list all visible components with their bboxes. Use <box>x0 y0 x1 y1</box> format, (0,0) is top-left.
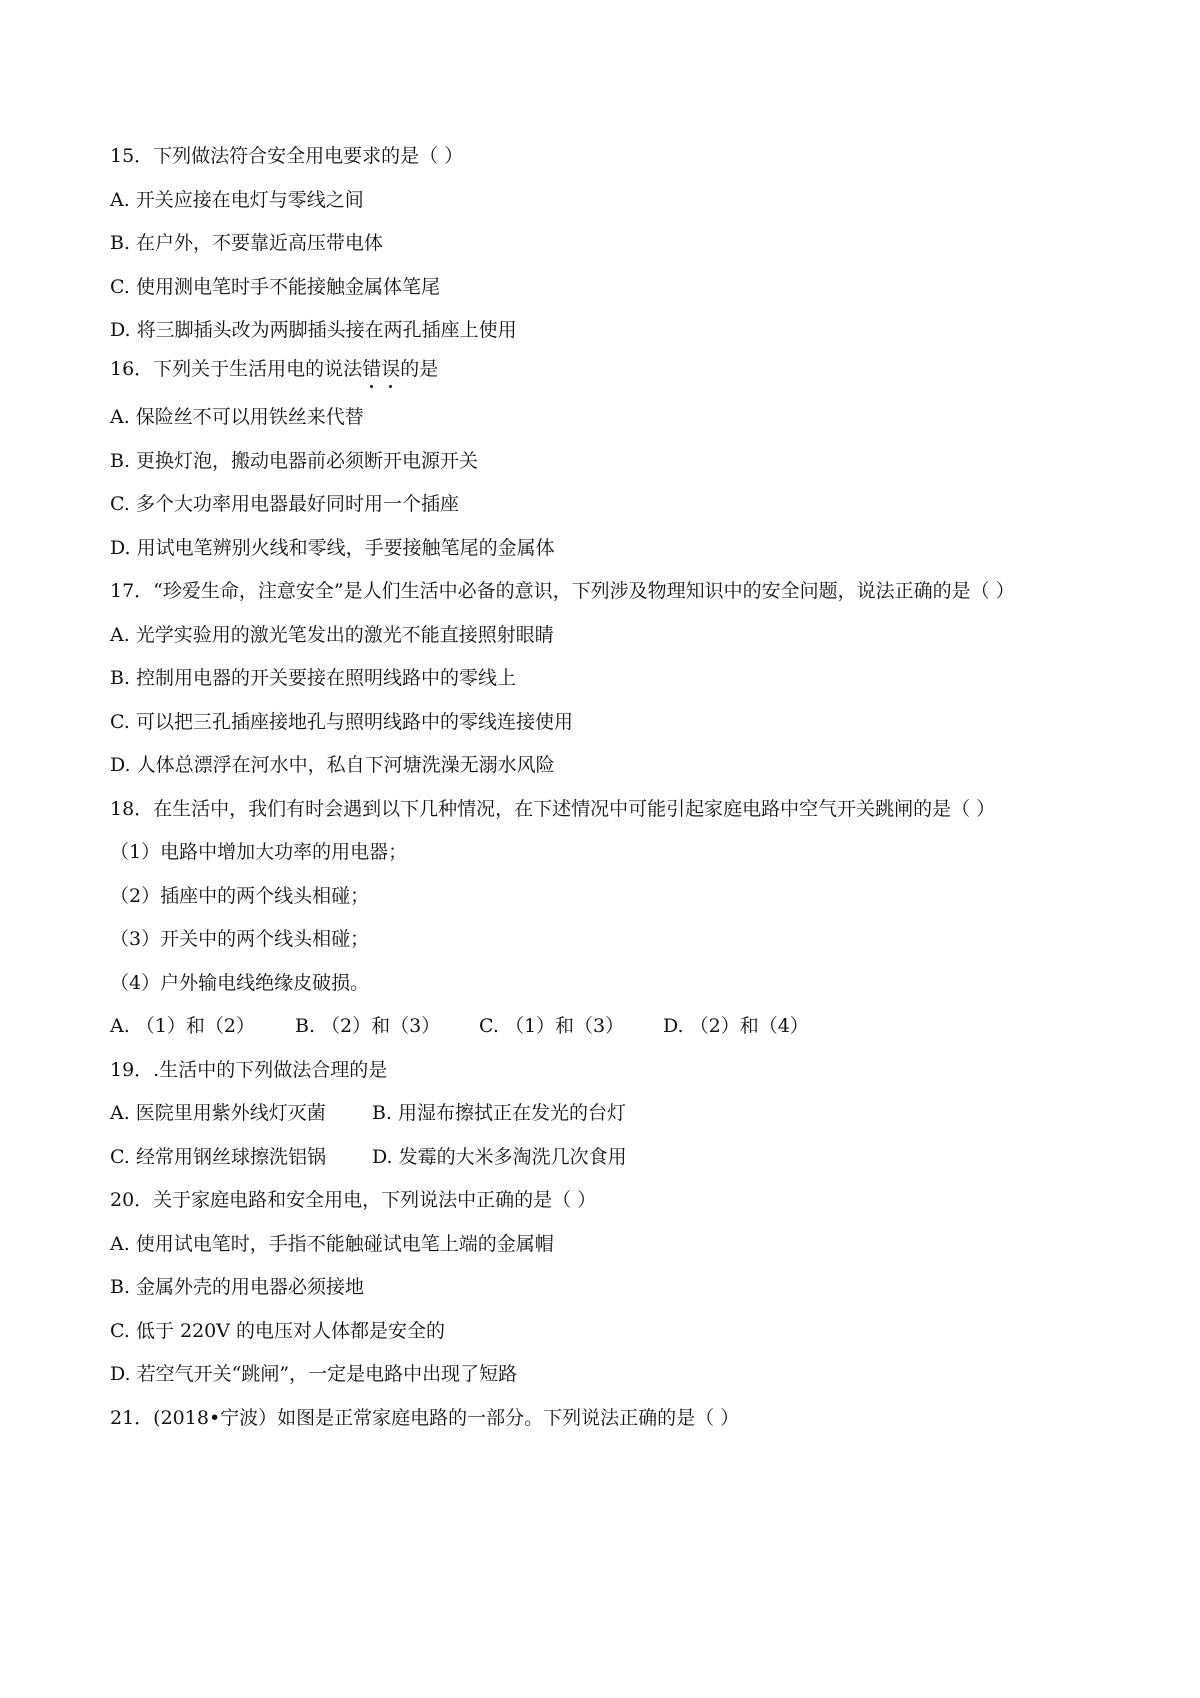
question-18-option-c: C. （1）和（3） <box>479 1015 625 1037</box>
question-18-option-a: A. （1）和（2） <box>110 1015 255 1037</box>
question-18-options <box>110 1013 1110 1039</box>
question-15-option-a: A. 开关应接在电灯与零线之间 <box>110 189 364 211</box>
question-16-option-b: B. 更换灯泡，搬动电器前必须断开电源开关 <box>110 450 479 472</box>
question-18-stem: 18．在生活中，我们有时会遇到以下几种情况，在下述情况中可能引起家庭电路中空气开关跳闸的是（ ） <box>110 798 996 820</box>
question-20-option-b: B. 金属外壳的用电器必须接地 <box>110 1276 365 1298</box>
question-21-stem: 21．(2018•宁波）如图是正常家庭电路的一部分。下列说法正确的是（ ） <box>110 1407 740 1429</box>
question-17-option-c: C. 可以把三孔插座接地孔与照明线路中的零线连接使用 <box>110 711 573 733</box>
question-17-option-b: B. 控制用电器的开关要接在照明线路中的零线上 <box>110 667 517 689</box>
question-16-option-c: C. 多个大功率用电器最好同时用一个插座 <box>110 493 459 515</box>
question-15-option-c: C. 使用测电笔时手不能接触金属体笔尾 <box>110 276 440 298</box>
question-20-option-c: C. 低于 220V 的电压对人体都是安全的 <box>110 1320 446 1342</box>
question-16-stem-before: 16．下列关于生活用电的说法 <box>110 358 363 380</box>
question-16-stem <box>110 356 1110 382</box>
emphasis-char-1: 错 <box>362 358 382 380</box>
question-18-item-2: （2）插座中的两个线头相碰； <box>110 885 370 907</box>
question-18-item-3: （3）开关中的两个线头相碰； <box>110 928 370 950</box>
question-20-stem: 20．关于家庭电路和安全用电，下列说法中正确的是（ ） <box>110 1189 597 1211</box>
question-18-option-d: D. （2）和（4） <box>663 1015 809 1037</box>
question-19-option-a: A. 医院里用紫外线灯灭菌 <box>110 1102 326 1124</box>
question-19-stem: 19．.生活中的下列做法合理的是 <box>110 1059 388 1081</box>
question-17-stem: 17．“珍爱生命，注意安全”是人们生活中必备的意识，下列涉及物理知识中的安全问题，说法正确的是（ ） <box>110 580 1015 602</box>
question-16-option-d: D. 用试电笔辨别火线和零线，手要接触笔尾的金属体 <box>110 537 555 559</box>
question-16-stem-after: 的是 <box>400 358 439 380</box>
emphasis-char-2: 误 <box>381 358 401 380</box>
question-15-option-b: B. 在户外，不要靠近高压带电体 <box>110 232 384 254</box>
question-20-option-a: A. 使用试电笔时，手指不能触碰试电笔上端的金属帽 <box>110 1233 554 1255</box>
question-18-item-1: （1）电路中增加大功率的用电器； <box>110 841 408 863</box>
question-20-option-d: D. 若空气开关“跳闸”，一定是电路中出现了短路 <box>110 1363 518 1385</box>
question-15-stem: 15．下列做法符合安全用电要求的是（ ） <box>110 145 464 167</box>
question-17-option-a: A. 光学实验用的激光笔发出的激光不能直接照射眼睛 <box>110 624 554 646</box>
question-19-options-row-1 <box>110 1100 1110 1126</box>
question-19-options-row-2 <box>110 1144 1110 1170</box>
question-19-option-d: D. 发霉的大米多淘洗几次食用 <box>372 1146 627 1168</box>
question-18-item-4: （4）户外输电线绝缘皮破损。 <box>110 972 370 994</box>
question-15-option-d: D. 将三脚插头改为两脚插头接在两孔插座上使用 <box>110 319 517 341</box>
question-17-option-d: D. 人体总漂浮在河水中，私自下河塘洗澡无溺水风险 <box>110 754 555 776</box>
question-18-option-b: B. （2）和（3） <box>295 1015 441 1037</box>
question-16-option-a: A. 保险丝不可以用铁丝来代替 <box>110 406 364 428</box>
question-19-option-c: C. 经常用钢丝球擦洗铝锅 <box>110 1146 326 1168</box>
question-19-option-b: B. 用湿布擦拭正在发光的台灯 <box>372 1102 627 1124</box>
